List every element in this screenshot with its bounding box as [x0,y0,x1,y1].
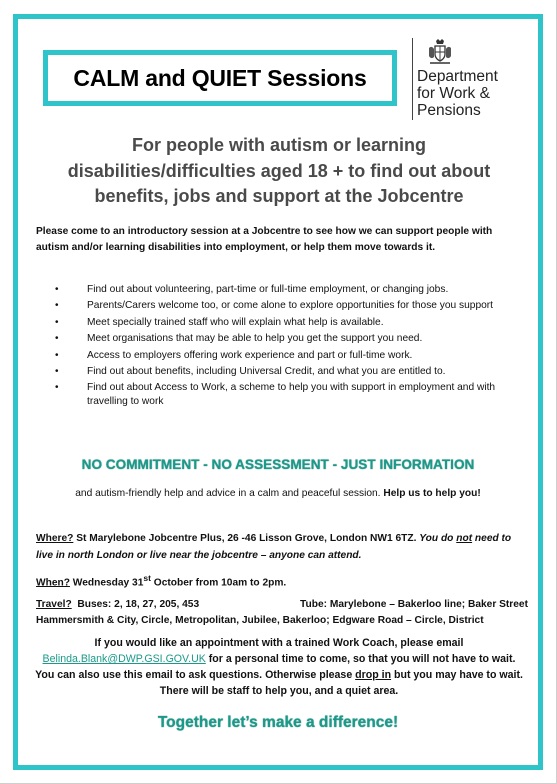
tube-lines-continued: Hammersmith & City, Circle, Metropolitan, Jubilee, Bakerloo; Edgware Road – Circle, District [36,615,484,626]
where-note-b: need to live in north London or live near the jobcentre – anyone can attend. [36,533,512,561]
list-item: • Access to employers offering work experience and part or full-time work. [55,349,413,361]
support-line: and autism-friendly help and advice in a calm and peaceful session. Help us to help you! [75,488,481,499]
page-title: CALM and QUIET Sessions [73,64,367,91]
where-note-a: You do [419,533,457,544]
bullet-icon: • [55,284,59,295]
tube-lines: Tube: Marylebone – Bakerloo line; Baker Street [300,599,528,610]
logo-divider [412,38,413,120]
list-item: • Meet organisations that may be able to help you get the support you need. [55,333,423,345]
benefits-list [50,283,526,411]
subtitle-heading: For people with autism or learning disabilities/difficulties aged 18 + to find out about benefits, jobs and support at the Jobcentre [67,135,491,206]
dwp-logo [412,38,532,128]
intro-paragraph: Please come to an introductory session at a Jobcentre to see how we can support people with autism and/or learning disabilities into employment, or help them move towards it. [36,226,493,253]
list-item: • Find out about volunteering, part-time or full-time employment, or changing jobs. [55,284,449,295]
where-section [36,531,526,564]
bullet-icon: • [55,382,59,394]
bullet-icon: • [55,316,59,328]
no-commitment-banner: NO COMMITMENT - NO ASSESSMENT - JUST INFORMATION [81,457,475,472]
where-note-not: not [456,533,473,544]
where-label: Where? [36,533,74,544]
bullet-icon: • [55,365,59,377]
travel-section [36,597,528,629]
travel-label: Travel? [36,599,72,610]
address: St Marylebone Jobcentre Plus, 26 -46 Lisson Grove, London NW1 6TZ. [76,533,417,544]
contact-paragraph: If you would like an appointment with a trained Work Coach, please email Belinda.Blank@DWP.GSI.GOV.UK for a personal time to come, so that you will not have to wait. You can also use this email to ask questions. Otherwise please drop in but you may have to wait. There will be staff to help you, and a quiet area. [32,635,526,699]
list-item: • Find out about benefits, including Universal Credit, and what you are entitled to. [55,365,446,377]
when-day: Wednesday 31 [72,577,144,589]
drop-in-text: drop in [355,669,392,681]
closing-slogan: Together let’s make a difference! [157,714,399,731]
contact-line: If you would like an appointment with a trained Work Coach, please email [94,637,464,649]
bullet-icon: • [55,349,59,361]
email-link[interactable]: Belinda.Blank@DWP.GSI.GOV.UK [42,653,206,665]
title-box [43,50,397,106]
dwp-logo-text: Department for Work & Pensions [417,68,498,119]
when-label: When? [36,577,70,589]
list-item: • Meet specially trained staff who will explain what help is available. [55,316,384,328]
bullet-icon: • [55,300,59,312]
when-section [36,573,526,588]
list-item: • Parents/Carers welcome too, or come alone to explore opportunities for those you support [55,300,494,312]
list-item: • Find out about Access to Work, a scheme to help you with support in employment and with travelling to work [55,382,496,407]
when-day-suffix: st [143,573,151,583]
bus-routes: Buses: 2, 18, 27, 205, 453 [77,599,200,610]
bullet-icon: • [55,333,59,345]
royal-coat-of-arms-icon [426,38,454,68]
when-rest: October from 10am to 2pm. [150,577,287,589]
help-us-text: Help us to help you! [383,488,481,499]
